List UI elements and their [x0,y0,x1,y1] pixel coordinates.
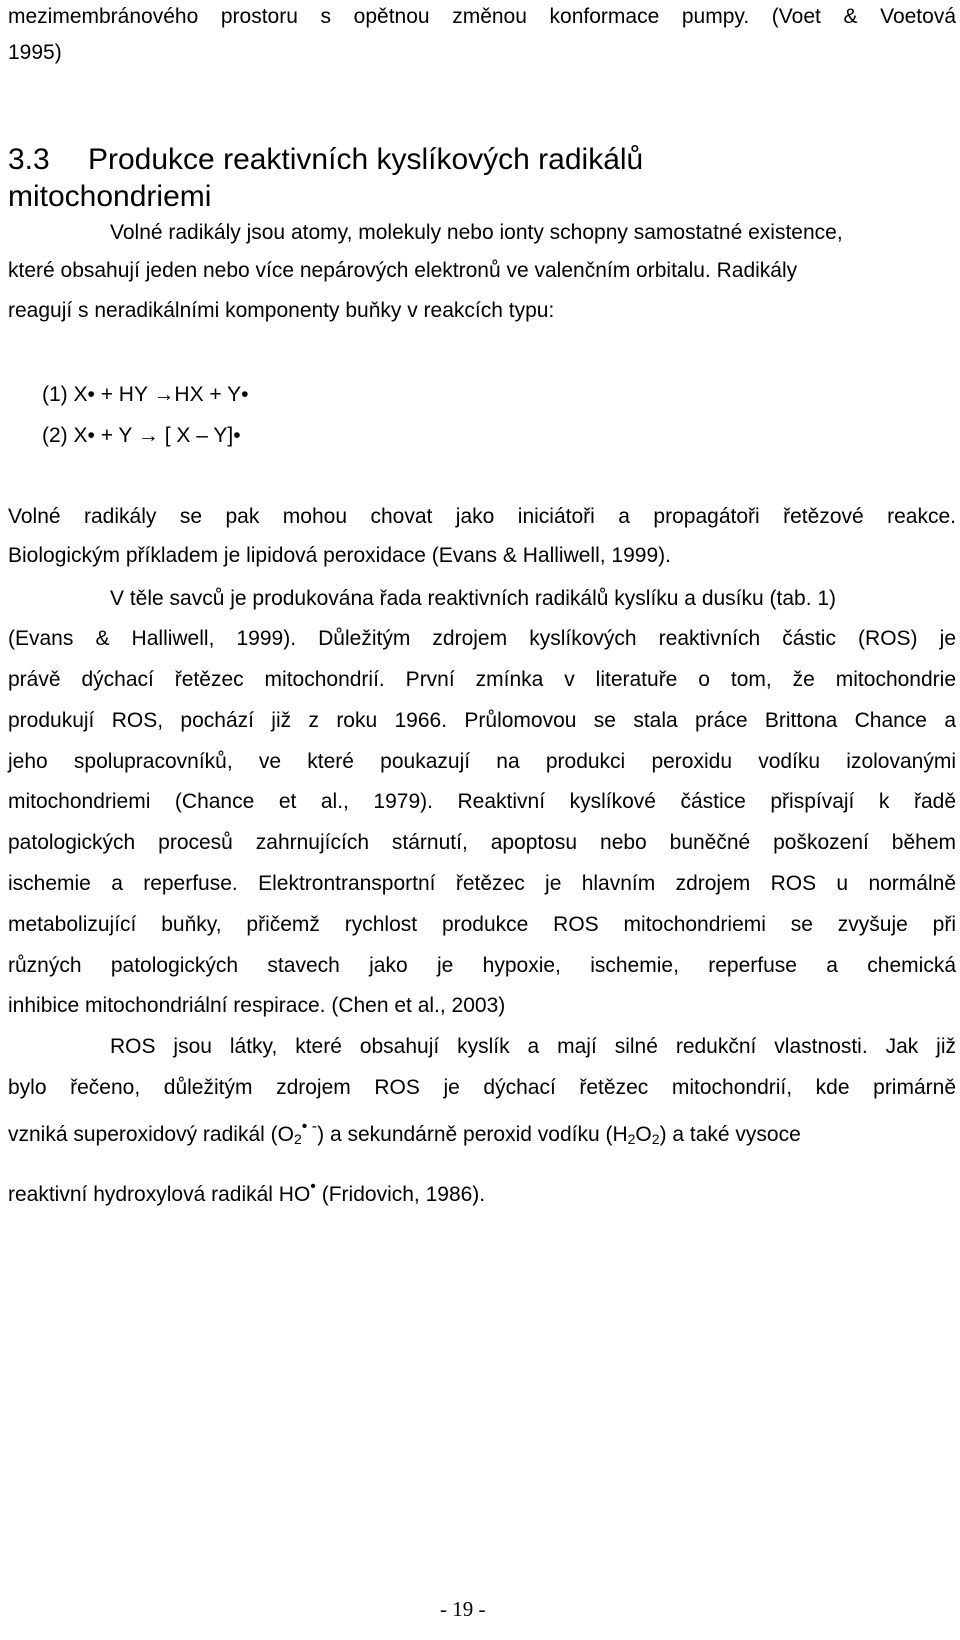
text-line: které obsahují jeden nebo více nepárových elektronů ve valenčním orbitalu. Radikály [8,259,798,282]
text-line: Volné radikály jsou atomy, molekuly nebo ionty schopny samostatné existence, [110,221,843,244]
text-line: právě dýchací řetězec mitochondrií. První zmínka v literatuře o tom, že mitochondrie [8,668,956,691]
text-line: mitochondriemi (Chance et al., 1979). Reaktivní kyslíkové částice přispívají k řadě [8,790,956,813]
superscript-radical: • [310,1178,316,1195]
reaction-equation: (1) X• + HY →HX + Y• [42,383,249,406]
section-heading-continued: mitochondriemi [8,180,212,213]
text-line: (Evans & Halliwell, 1999). Důležitým zdrojem kyslíkových reaktivních částic (ROS) je [8,627,956,650]
text-fragment: vzniká superoxidový radikál (O [8,1123,294,1146]
text-line: Volné radikály se pak mohou chovat jako iniciátoři a propagátoři řetězové reakce. [8,505,956,528]
section-number: 3.3 [8,143,50,176]
subscript: 2 [293,1131,302,1147]
reaction-equation: (2) X• + Y → [ X – Y]• [42,424,241,447]
text-line: mezimembránového prostoru s opětnou změnou konformace pumpy. (Voet & Voetová [8,5,956,28]
section-title: Produkce reaktivních kyslíkových radikálů [88,143,644,176]
text-fragment: ) a také vysoce [659,1123,801,1146]
text-line: 1995) [8,41,62,64]
text-line: ischemie a reperfuse. Elektrontransportní řetězec je hlavním zdrojem ROS u normálně [8,872,956,895]
text-line: Biologickým příkladem je lipidová peroxidace (Evans & Halliwell, 1999). [8,544,671,567]
subscript: 2 [627,1131,636,1147]
subscript: 2 [651,1131,660,1147]
text-line: produkují ROS, pochází již z roku 1966. Průlomovou se stala práce Brittona Chance a [8,709,956,732]
text-fragment: ) a sekundárně peroxid vodíku (H [317,1123,628,1146]
text-line: bylo řečeno, důležitým zdrojem ROS je dýchací řetězec mitochondrií, kde primárně [8,1076,956,1099]
text-fragment: O [635,1123,652,1146]
section-heading [8,141,643,179]
text-line-with-formula [8,1120,801,1150]
superscript-radical-anion: • - [301,1118,318,1135]
page-number: - 19 - [440,1597,486,1621]
text-line: různých patologických stavech jako je hypoxie, ischemie, reperfuse a chemická [8,954,956,977]
text-fragment: (Fridovich, 1986). [315,1183,486,1206]
text-line-with-formula [8,1180,485,1210]
text-fragment: reaktivní hydroxylová radikál HO [8,1183,311,1206]
text-line: metabolizující buňky, přičemž rychlost produkce ROS mitochondriemi se zvyšuje při [8,913,956,936]
text-line: inhibice mitochondriální respirace. (Chen et al., 2003) [8,994,506,1017]
text-line: jeho spolupracovníků, ve které poukazují na produkci peroxidu vodíku izolovanými [8,750,956,773]
text-line: ROS jsou látky, které obsahují kyslík a mají silné redukční vlastnosti. Jak již [110,1035,956,1058]
text-line: V těle savců je produkována řada reaktivních radikálů kyslíku a dusíku (tab. 1) [110,587,837,610]
text-line: patologických procesů zahrnujících stárnutí, apoptosu nebo buněčné poškození během [8,831,956,854]
text-line: reagují s neradikálními komponenty buňky v reakcích typu: [8,299,555,322]
